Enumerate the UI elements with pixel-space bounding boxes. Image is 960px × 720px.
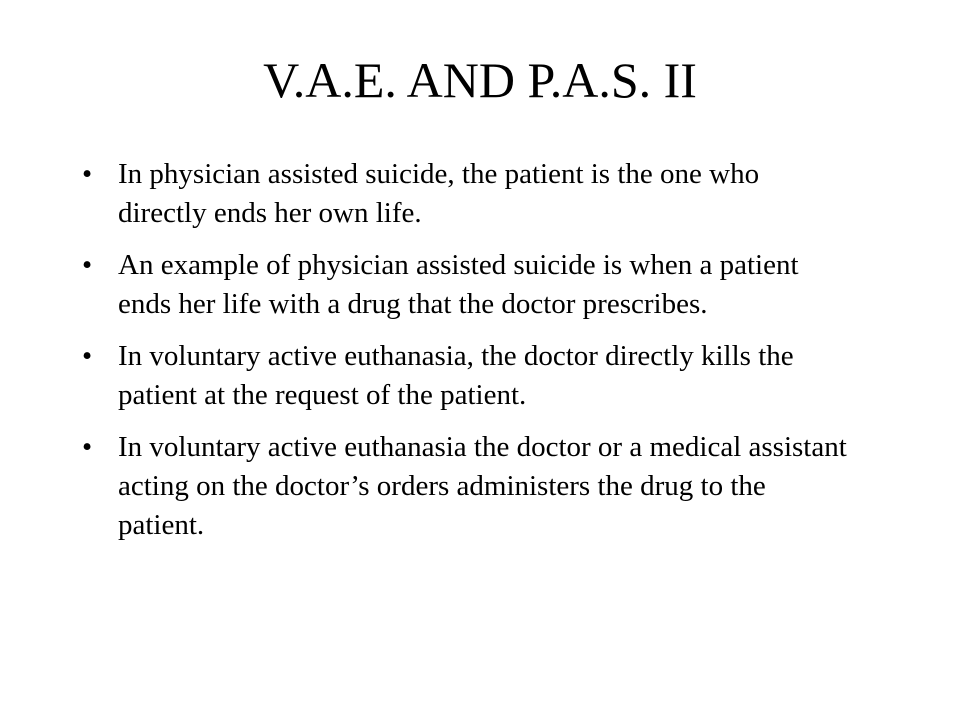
bullet-text: In physician assisted suicide, the patient is the one who directly ends her own life. — [118, 158, 760, 229]
bullet-text: In voluntary active euthanasia, the doctor directly kills the patient at the request of the patient. — [118, 340, 794, 411]
bullet-list — [82, 155, 852, 558]
bullet-dot-icon: • — [82, 340, 93, 372]
bullet-text: In voluntary active euthanasia the doctor or a medical assistant acting on the doctor’s orders administers the drug to the patient. — [118, 431, 847, 541]
bullet-item — [82, 428, 852, 545]
bullet-item — [82, 337, 852, 415]
bullet-text: An example of physician assisted suicide is when a patient ends her life with a drug that the doctor prescribes. — [118, 249, 799, 320]
bullet-dot-icon: • — [82, 158, 93, 190]
bullet-item — [82, 246, 852, 324]
bullet-dot-icon: • — [82, 431, 93, 463]
bullet-dot-icon: • — [82, 249, 93, 281]
bullet-item — [82, 155, 852, 233]
slide-title: V.A.E. AND P.A.S. II — [263, 52, 697, 108]
